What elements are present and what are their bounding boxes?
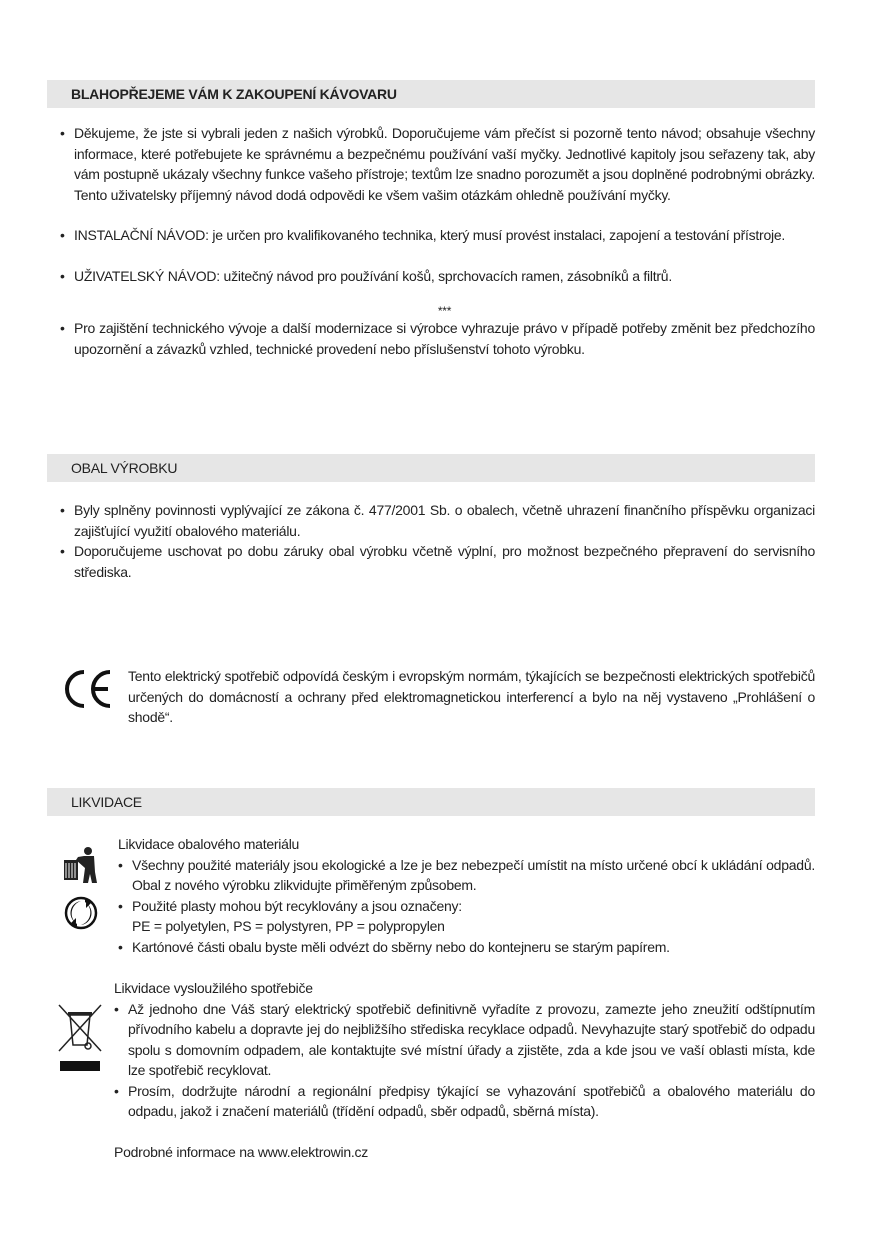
list-item: • Až jednoho dne Váš starý elektrický spotřebič definitivně vyřadíte z provozu, zamezte jeho zneužití odštípnutím přívodního kabelu a dopravte jej do nejbližšího střediska recyklace odpadů. Nevyhazujte starý spotřebič do odpadu spolu s domovním odpadem, ale kontaktujte své místní úřady a zjistěte, zda a kde jsou ve vaší oblasti místa, kde lze spotřebič recyklovat. [114,999,815,1081]
list-item: • Použité plasty mohou být recyklovány a jsou označeny: [118,896,815,917]
section-header-disposal: LIKVIDACE [47,788,815,816]
subheading: Likvidace vysloužilého spotřebiče [114,980,313,996]
list-item: • Všechny použité materiály jsou ekologické a lze je bez nebezpečí umístit na místo určené obcí k ukládání odpadů. Obal z nového výrobku zlikvidujte přiměřeným způsobem. [118,855,815,896]
tidyman-bin-icon [62,846,98,887]
list-item: • Prosím, dodržujte národní a regionální předpisy týkající se vyhazování spotřebičů a obalového materiálu do odpadu, jakož i značení materiálů (třídění odpadů, sběr odpadů, sběrná místa). [114,1081,815,1122]
section-header-intro: BLAHOPŘEJEME VÁM K ZAKOUPENÍ KÁVOVARU [47,80,815,108]
list-item: • Kartónové části obalu byste měli odvézt do sběrny nebo do kontejneru se starým papírem. [118,937,815,958]
list-item: • Doporučujeme uschovat po dobu záruky obal výrobku včetně výplní, pro možnost bezpečného přepravení do servisního střediska. [60,541,815,582]
packaging-list [60,500,815,582]
green-dot-recycle-icon [64,896,98,933]
intro-list [60,123,815,359]
appliance-disposal [114,978,815,1162]
packaging-disposal [118,834,815,957]
subheading: Likvidace obalového materiálu [118,836,300,852]
plastics-codes: PE = polyetylen, PS = polystyren, PP = polypropylen [132,918,445,934]
list-item: • Děkujeme, že jste si vybrali jeden z našich výrobků. Doporučujeme vám přečíst si pozorně tento návod; obsahuje všechny informace, které potřebujete ke správnému a bezpečnému používání vaší myčky. Jednotlivé kapitoly jsou seřazeny tak, aby vám postupně ukázaly všechny funkce vašeho přístroje; textům lze snadno porozumět a jsou doplněné podrobnými obrázky. Tento uživatelsky příjemný návod dodá odpovědi ke všem vašim otázkám ohledně používání myčky. [60,123,815,205]
list-item: • Byly splněny povinnosti vyplývající ze zákona č. 477/2001 Sb. o obalech, včetně uhrazení finančního příspěvku organizaci zajišťující využití obalového materiálu. [60,500,815,541]
ce-declaration: Tento elektrický spotřebič odpovídá českým i evropským normám, týkajících se bezpečnosti elektrických spotřebičů určených do domácností a ochrany před elektromagnetickou interferencí a bylo na něj vystaveno „Prohlášení o shodě“. [128,668,815,725]
ce-mark-icon [62,668,114,717]
list-item: • Pro zajištění technického vývoje a další modernizace si výrobce vyhrazuje právo v případě potřeby změnit bez předchozího upozornění a závazků vzhled, technické provedení nebo příslušenství tohoto výrobku. [60,318,815,359]
list-item: • UŽIVATELSKÝ NÁVOD: užitečný návod pro používání košů, sprchovacích ramen, zásobníků a filtrů. [60,266,815,287]
more-info-link-text: Podrobné informace na www.elektrowin.cz [114,1143,369,1160]
separator: *** [437,304,452,318]
section-header-packaging: OBAL VÝROBKU [47,454,815,482]
weee-crossed-bin-icon [57,1003,103,1076]
list-item: • INSTALAČNÍ NÁVOD: je určen pro kvalifikovaného technika, který musí provést instalaci, zapojení a testování přístroje. [60,225,815,246]
